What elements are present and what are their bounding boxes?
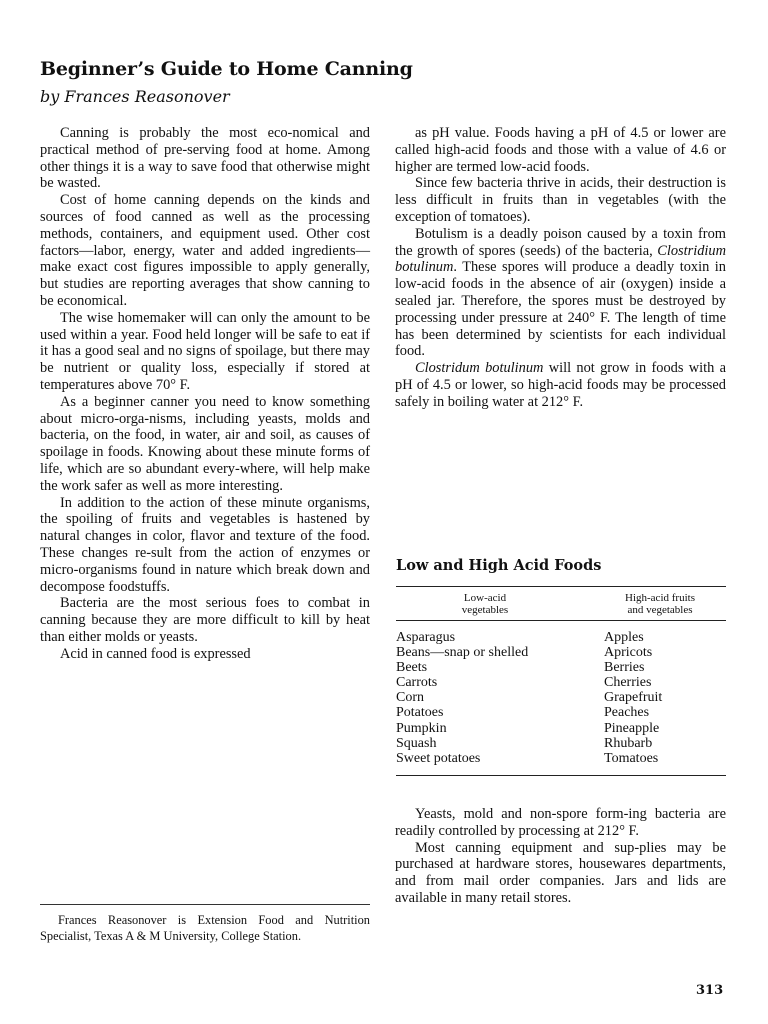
paragraph: Most canning equipment and sup-plies may be purchased at hardware stores, housewares departments, and from mail order companies. Jars and lids are available in many retail stores. [395,839,726,906]
table-cell: Squash [396,735,437,751]
left-column [40,125,370,663]
table-header-rule [396,620,726,621]
paragraph: As a beginner canner you need to know something about micro-orga-nisms, including yeasts, molds and bacteria, on the food, in water, air and soil, as causes of spoilage in foods. Knowing about these minute forms of life, which are so abundant every-where, will help make the work safer as well as more interesting. [40,393,370,494]
table-title: Low and High Acid Foods [396,557,602,574]
paragraph: Acid in canned food is expressed [60,645,251,662]
table-header-high-acid [600,592,720,616]
low-acid-list [396,630,528,766]
paragraph: Since few bacteria thrive in acids, their destruction is less difficult in fruits than in vegetables (with the exception of tomatoes). [395,175,726,225]
table-cell: Peaches [604,705,650,721]
table-header-low-acid [420,592,550,616]
right-column-top [395,125,726,411]
paragraph [395,226,726,360]
article-title: Beginner’s Guide to Home Canning [40,58,413,80]
author-byline: by Frances Reasonover [40,87,230,106]
table-cell: Cherries [604,675,652,691]
table-cell: Carrots [396,675,438,691]
table-cell: Apricots [604,645,653,661]
table-cell: Berries [604,660,645,676]
paragraph: Canning is probably the most eco-nomical and practical method of pre-serving food at home. Among other things it is a way to save food that otherwise might be wasted. [40,125,370,192]
header-line: and vegetables [627,604,693,616]
header-line: vegetables [461,604,509,616]
page-number: 313 [696,983,724,998]
table-cell: Rhubarb [604,735,653,751]
paragraph-text: . These spores will produce a deadly toxin in low-acid foods in the absence of air (oxygen) inside a sealed jar. Therefore, the spores must be destroyed by processing under pressure at 240° F. The length of time has been determined by scientists for each individual food. [395,259,726,360]
paragraph: Bacteria are the most serious foes to combat in canning because they are more difficult to kill by heat than either molds or yeasts. [40,595,370,645]
paragraph: In addition to the action of these minute organisms, the spoiling of fruits and vegetables is hastened by natural changes in color, flavor and texture of the food. These changes re-sult from the action of enzymes or micro-organisms found in nature which break down and decompose foodstuffs. [40,494,370,595]
high-acid-list [604,630,662,766]
table-top-rule [396,586,726,587]
table-cell: Pineapple [604,720,660,736]
table-cell: Tomatoes [604,750,659,766]
table-cell: Beets [396,660,428,676]
table-cell: Apples [604,630,644,645]
table-cell: Corn [396,690,424,706]
paragraph: as pH value. Foods having a pH of 4.5 or lower are called high-acid foods and those with a value of 4.6 or higher are termed low-acid foods. [395,125,726,175]
table-cell: Potatoes [396,705,444,721]
paragraph [395,360,726,410]
table-bottom-rule [396,775,726,776]
paragraph: The wise homemaker will can only the amount to be used within a year. Food held longer will be safe to eat if it has a good seal and no signs of spoilage, but there may be nutrient or quality loss, especially if stored at temperatures above 70° F. [40,309,370,393]
table-cell: Grapefruit [604,690,663,706]
table-cell: Beans—snap or shelled [396,645,529,661]
header-line: High-acid fruits [625,592,695,604]
header-line: Low-acid [463,592,507,604]
paragraph-text: Botulism is a deadly poison caused by a toxin from the growth of spores (seeds) of the bacteria, [395,225,726,259]
species-name: Clostridum botulinum [415,360,544,377]
footnote-text: Frances Reasonover is Extension Food and Nutrition Specialist, Texas A & M University, College Station. [40,913,370,943]
table-cell: Pumpkin [396,720,447,736]
table-cell: Sweet potatoes [396,750,481,766]
footnote-divider [40,904,370,905]
paragraph-text: will not grow in foods with a pH of 4.5 or lower, so high-acid foods may be processed safely in boiling water at 212° F. [395,360,726,410]
paragraph: Yeasts, mold and non-spore form-ing bacteria are readily controlled by processing at 212° F. [395,806,726,839]
paragraph: Cost of home canning depends on the kinds and sources of food canned as well as the processing methods, containers, and equipment used. Other cost factors—labor, energy, water and added ingredients—make exact cost figures impossible to apply generally, but studies are reporting averages that show canning to be economical. [40,192,370,309]
author-footnote [40,912,370,944]
species-name: Clostridium botulinum [395,242,726,276]
table-cell: Asparagus [396,630,456,645]
right-column-bottom [395,806,726,907]
